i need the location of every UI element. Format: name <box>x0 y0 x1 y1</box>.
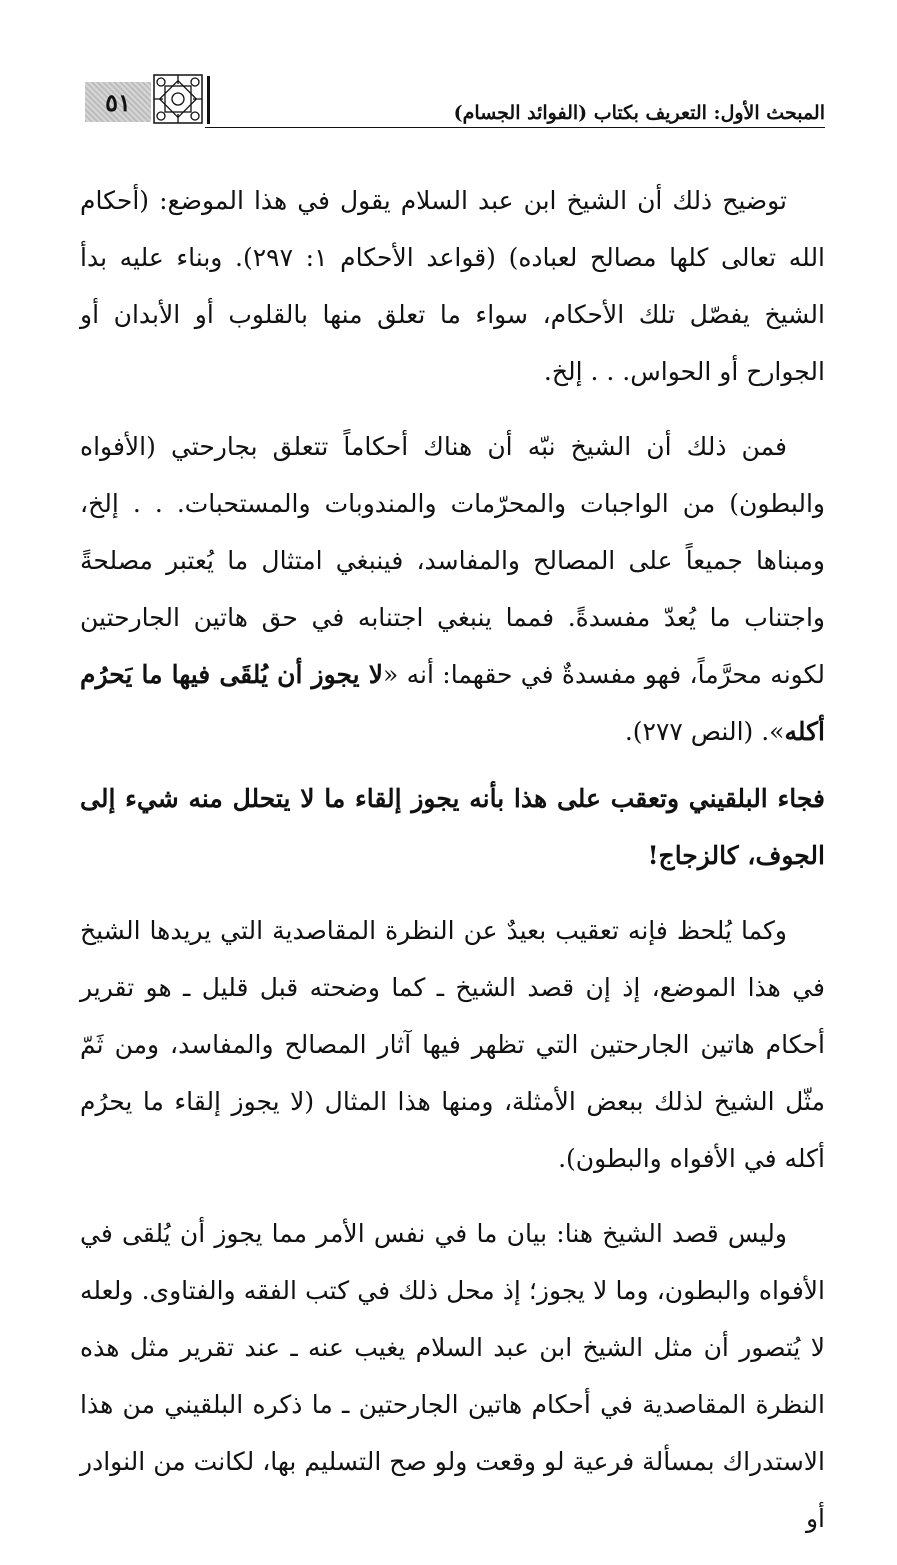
paragraph-text: فمن ذلك أن الشيخ نبّه أن هناك أحكاماً تتعلق بجارحتي (الأفواه والبطون) من الواجبات والمحرّمات والمندوبات والمستحبات. . . إلخ، ومبناها جميعاً على المصالح والمفاسد، فينبغي امتثال ما يُعتبر مصلحةً واجتناب ما يُعدّ مفسدةً. فمما ينبغي اجتنابه في حق هاتين الجارحتين لكونه محرَّماً، فهو مفسدةٌ في حقهما: أنه « <box>80 432 825 689</box>
arabesque-ornament-icon <box>153 74 203 124</box>
running-head <box>85 68 825 128</box>
paragraph: توضيح ذلك أن الشيخ ابن عبد السلام يقول في هذا الموضع: (أحكام الله تعالى كلها مصالح لعباده) (قواعد الأحكام ١: ٢٩٧). وبناء عليه بدأ الشيخ يفصّل تلك الأحكام، سواء ما تعلق منها بالقلوب أو الأبدان أو الجوارح أو الحواس. . . إلخ. <box>80 186 826 386</box>
page-number-box <box>85 82 151 122</box>
header-divider-bar <box>207 76 210 124</box>
paragraph: وكما يُلحظ فإنه تعقيب بعيدٌ عن النظرة المقاصدية التي يريدها الشيخ في هذا الموضع، إذ إن قصد الشيخ ـ كما وضحته قبل قليل ـ هو تقرير أحكام هاتين الجارحتين التي تظهر فيها آثار المصالح والمفاسد، ومن ثَمّ مثّل الشيخ لذلك ببعض الأمثلة، ومنها هذا المثال (لا يجوز إلقاء ما يحرُم أكله في الأفواه والبطون). <box>80 916 825 1173</box>
paragraph-bold: فجاء البلقيني وتعقب على هذا بأنه يجوز إلقاء ما لا يتحلل منه شيء إلى الجوف، كالزجاج! <box>80 784 825 870</box>
paragraph: وليس قصد الشيخ هنا: بيان ما في نفس الأمر مما يجوز أن يُلقى في الأفواه والبطون، وما لا يجوز؛ إذ محل ذلك في كتب الفقه والفتاوى. ولعله لا يُتصور أن مثل الشيخ ابن عبد السلام يغيب عنه ـ عند تقرير مثل هذه النظرة المقاصدية في أحكام هاتين الجارحتين ـ ما ذكره البلقيني من هذا الاستدراك بمسألة فرعية لو وقعت ولو صح التسليم بها، لكانت من النوادر أو <box>80 1219 825 1533</box>
paragraph <box>80 418 825 760</box>
header-rule <box>205 127 825 128</box>
quoted-text-bold: لا يجوز أن يُلقَى فيها ما يَحرُم أكله <box>80 660 825 746</box>
page-number: ٥١ <box>105 87 131 117</box>
main-text <box>80 172 825 1565</box>
running-title: المبحث الأول: التعريف بكتاب (الفوائد الجسام) <box>453 102 825 124</box>
paragraph-text: ». (النص ٢٧٧). <box>624 717 785 746</box>
